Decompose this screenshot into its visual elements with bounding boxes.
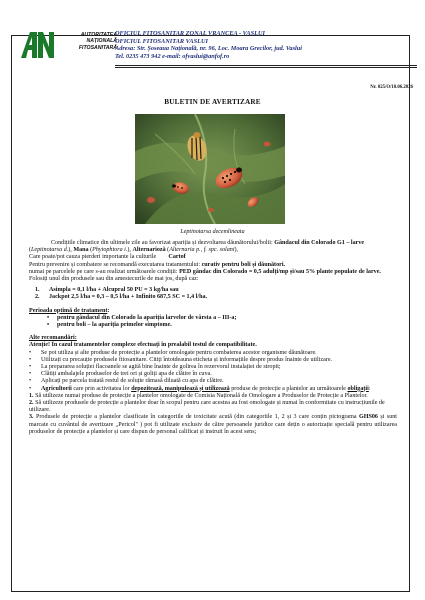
period-item-text: pentru gândacul din Colorado la apariția larvelor de vârsta a – III-a;: [57, 314, 237, 321]
office-contact: Tel. 0235 473 942 e-mail: ofvaslui@anfof.ro: [115, 52, 230, 60]
recommendation-text: Se pot utiliza și alte produse de protecție a plantelor omologate pentru combaterea acestor organisme dăunătoare.: [41, 349, 317, 356]
header-rule: [115, 65, 417, 66]
recommendation-text: Utilizați cu precauție produsele fitosanitare. Citiți întotdeauna eticheta și informațiile despre produs înainte de utilizare.: [41, 356, 333, 363]
intro-paren: (: [29, 247, 32, 254]
office-details: [115, 30, 410, 60]
photo-caption: Leptinotarsa decemlineata: [180, 229, 245, 235]
recommendation-text: Clătiți ambalajele produselor de trei ori și goliți apa de clătire în cuva.: [41, 371, 212, 378]
product-text: Asimpla = 0,1 l/ha + Alcupral 50 PU = 3 kg/ha sau: [49, 287, 179, 294]
pest-name-colorado: Gândacul din Colorado G1 – larve: [274, 240, 365, 246]
period-list: [29, 315, 397, 329]
header-rule-2: [115, 67, 417, 68]
threshold-value: PED gândac din Colorado = 0,5 adulți/mp și/sau 5% plante populate de larve.: [179, 268, 381, 275]
intro-paren-close: ),: [68, 247, 74, 254]
period-item: [29, 322, 397, 329]
disease-name-alternarioza: Alternarioză: [132, 247, 166, 254]
logo-line-2: NAȚIONALĂ: [86, 38, 117, 45]
recommendation-item: [29, 371, 397, 378]
bullet-icon: •: [47, 314, 50, 321]
period-heading: [29, 308, 397, 315]
bullet-icon: •: [29, 371, 32, 378]
bullet-icon: •: [47, 322, 50, 329]
office-zonal: OFICIUL FITOSANITAR ZONAL VRANCEA - VASLUI: [115, 30, 265, 37]
product-text: Jackpot 2,5 l/ha = 0,3 – 0,5 l/ha + Infinito 687,5 SC = 1,4 l/ha.: [49, 294, 208, 301]
farmers-text-2: produse de protecție a plantelor au următoarele: [229, 385, 348, 392]
period-item-text: pentru boli – la apariția primelor simptome.: [57, 322, 172, 329]
logo-line-1: AUTORITATEA: [80, 32, 117, 38]
bullet-icon: •: [29, 385, 32, 392]
farmers-activities: depozitează, manipulează și utilizează: [131, 385, 230, 392]
intro-paragraph: [29, 240, 397, 254]
anf-logo: [20, 30, 115, 60]
product-number: 2.: [35, 294, 40, 301]
obligation-2: [29, 400, 397, 414]
other-heading: Alte recomandări:: [29, 335, 77, 342]
disease-latin-mana: Phytophtora i.: [92, 247, 128, 254]
bullet-icon: •: [29, 378, 32, 385]
compat-warning: Atenție! În cazul tratamentelor complexe efectuați în prealabil testul de compatibilitate.: [29, 342, 257, 349]
logo-text: [55, 32, 117, 51]
obligations-label: obligații: [347, 385, 369, 392]
crop-text: Care poate/pot cauza pierderi importante la culturile: [29, 254, 169, 261]
threshold-text: numai pe parcelele pe care s-au realizat următoarele condiții:: [29, 268, 180, 275]
treatment-text: Pentru prevenire și combatere se recomandă executarea tratamentului:: [29, 261, 202, 268]
treatment-line: [29, 262, 397, 269]
period-heading-text: Perioada optimă de tratament: [29, 307, 108, 314]
product-list: [29, 287, 397, 301]
treatment-type: curativ pentru boli și dăunători.: [201, 261, 286, 268]
bulletin-body: [29, 240, 397, 436]
letterhead: [20, 10, 415, 74]
intro-paren-3: (: [165, 247, 170, 254]
farmers-label: Agricultorii: [41, 385, 72, 392]
recommendation-item: [29, 357, 397, 364]
recommendation-item: [29, 386, 397, 393]
period-heading-colon: :: [107, 307, 110, 314]
office-address: Adresa: Str. Șoseaua Națională, nr. 96, Loc. Moara Grecilor, jud. Vaslui: [115, 45, 303, 53]
logo-line-3: FITOSANITARĂ: [78, 44, 117, 51]
product-item: [29, 294, 397, 301]
bullet-icon: •: [29, 356, 32, 363]
product-item: [29, 287, 397, 294]
office-local: OFICIUL FITOSANITAR VASLUI: [115, 37, 208, 45]
recommendation-item: [29, 378, 397, 385]
registration-number: Nr. 025/O/10.06.2026: [370, 85, 413, 90]
bullet-icon: •: [29, 364, 32, 371]
obligation-text: Să utilizeze produsele de protecție a plantelor doar în scopul pentru care acestea au fost omologate și numai în conformitate cu instrucțiunile de utilizare.: [29, 400, 385, 414]
pest-latin-colorado: Leptinotarsa d.: [31, 247, 69, 254]
recommendation-item: [29, 364, 397, 371]
obligation-text: Să utilizeze numai produse de protecție a plantelor omologate de Comisia Națională de Omologare a Produselor de Protecție a Plantelor.: [33, 392, 368, 399]
obligation-text-2: și sunt marcate cu cuvântul de avertizare „Pericol" ) pot fi utilizate exclusiv de către persoanele juridice care dețin o autorizație specială pentru utilizarea produselor de protecție a plantelor și care dispun de personal calificat și instruit în acest sens;: [29, 414, 397, 435]
obligation-number: 3.: [29, 414, 34, 421]
recommendation-text: La prepararea soluției flacoanele se agită bine înainte de golirea în rezervorul instalației de stropit;: [41, 364, 281, 371]
obligation-number: 1.: [29, 392, 34, 399]
intro-paren-2: (: [88, 247, 93, 254]
beetle-photo: [135, 114, 285, 224]
obligations-colon: :: [368, 385, 371, 392]
obligation-text: Produsele de protecție a plantelor clasificate în categoriile de toxicitate acută (din categoriile 1, 2 și 3 care conțin pictograma: [33, 414, 359, 421]
recommendation-list: [29, 350, 397, 393]
ghs06-label: GHS06: [358, 414, 378, 421]
crop-name: Cartof: [168, 254, 186, 261]
obligation-1: [29, 393, 397, 400]
products-intro: Folosiți unul din produsele sau din amestecurile de mai jos, după caz:: [29, 276, 199, 283]
intro-paren-close-3: ),: [234, 247, 239, 254]
farmers-text: care prin activitatea lor: [71, 385, 132, 392]
disease-name-mana: Mana: [73, 247, 89, 254]
potato-leaf-beetle-image: [135, 114, 285, 224]
crop-line: [29, 254, 397, 261]
disease-latin-alternaria: Alternaria p., f. spc. solani: [169, 247, 235, 254]
page-title: BULETIN DE AVERTIZARE: [164, 98, 261, 106]
bullet-icon: •: [29, 349, 32, 356]
obligation-3: [29, 414, 397, 436]
logo-mark: [20, 40, 54, 52]
obligation-number: 2.: [29, 400, 34, 407]
period-item: [29, 315, 397, 322]
product-number: 1.: [35, 287, 40, 294]
recommendation-text: Aplicați pe parcela tratată restul de soluție rămasă diluată cu apa de clătire.: [41, 378, 224, 385]
intro-paren-close-2: ),: [127, 247, 133, 254]
intro-text: Condițiile climatice din ultimele zile au favorizat apariția și dezvoltarea dăunătorului/bolii:: [51, 240, 275, 246]
threshold-line: [29, 269, 397, 276]
recommendation-item: [29, 350, 397, 357]
